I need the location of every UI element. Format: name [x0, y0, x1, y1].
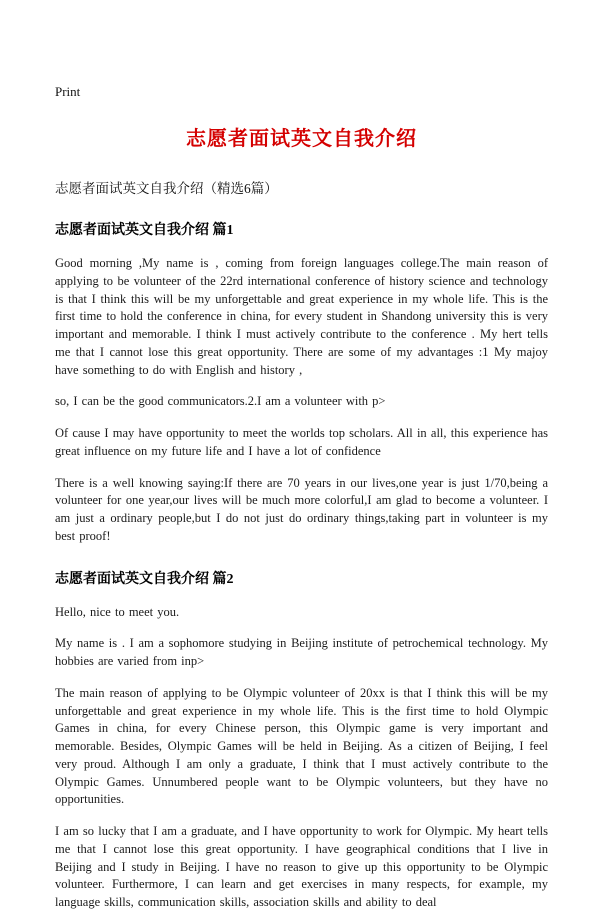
paragraph: so, I can be the good communicators.2.I am a volunteer with p>: [55, 394, 386, 409]
paragraph: Hello, nice to meet you.: [55, 604, 180, 619]
paragraph: My name is . I am a sophomore studying in Beijing institute of petrochemical technology. My hobbies are varied from inp>: [55, 636, 548, 668]
paragraph: The main reason of applying to be Olympic volunteer of 20xx is that I think this will be my unforgettable and great experience in my whole life. This is the first time to hold Olympic Games in china, for every Chinese person, this Olympic game is very important and memorable. Besides, Olympic Games will be held in Beijing. As a citizen of Beijing, I feel very proud. Although I am only a graduate, I think that I must actively contribute to the Olympic Games. Unnumbered people want to be Olympic volunteers, but they have no opportunities.: [55, 685, 548, 807]
paragraph: Good morning ,My name is , coming from foreign languages college.The main reason of applying to be volunteer of the 22rd international conference of history science and technology is that I think this will be my unforgettable and great experience in my whole life. This is the first time to hold the conference in china, for every student in Shandong university this is very important and memorable. I think I must actively contribute to the conference . My hert tells me that I cannot lose this great opportunity. There are some of my advantages :1 My majoy have something to do with English and history ,: [55, 256, 548, 377]
paragraph: There is a well knowing saying:If there are 70 years in our lives,one year is just 1/70,being a volunteer for one year,our lives will be much more colorful,I am glad to become a volunteer. I am just a ordinary people,but I do not just do ordinary things,taking part in volunteer is my best proof!: [55, 475, 548, 543]
section-heading-1: 志愿者面试英文自我介绍 篇1: [55, 223, 234, 238]
paragraph: Of cause I may have opportunity to meet the worlds top scholars. All in all, this experience has great influence on my future life and I have a lot of confidence: [55, 426, 548, 458]
page-subtitle: 志愿者面试英文自我介绍（精选6篇）: [55, 181, 278, 196]
section-heading-2: 志愿者面试英文自我介绍 篇2: [55, 571, 234, 587]
paragraph: I am so lucky that I am a graduate, and I have opportunity to work for Olympic. My heart tells me that I cannot lose this great opportunity. I have geographical conditions that I live in Beijing and I study in Beijing. I have no reason to give up this opportunity to be Olympic volunteer. Furthermore, I can learn and get exercises in many respects, for example, my language skills, communication skills, association skills and ability to deal: [55, 824, 548, 909]
page-title: 志愿者面试英文自我介绍: [186, 128, 417, 150]
print-link[interactable]: Print: [55, 84, 81, 99]
